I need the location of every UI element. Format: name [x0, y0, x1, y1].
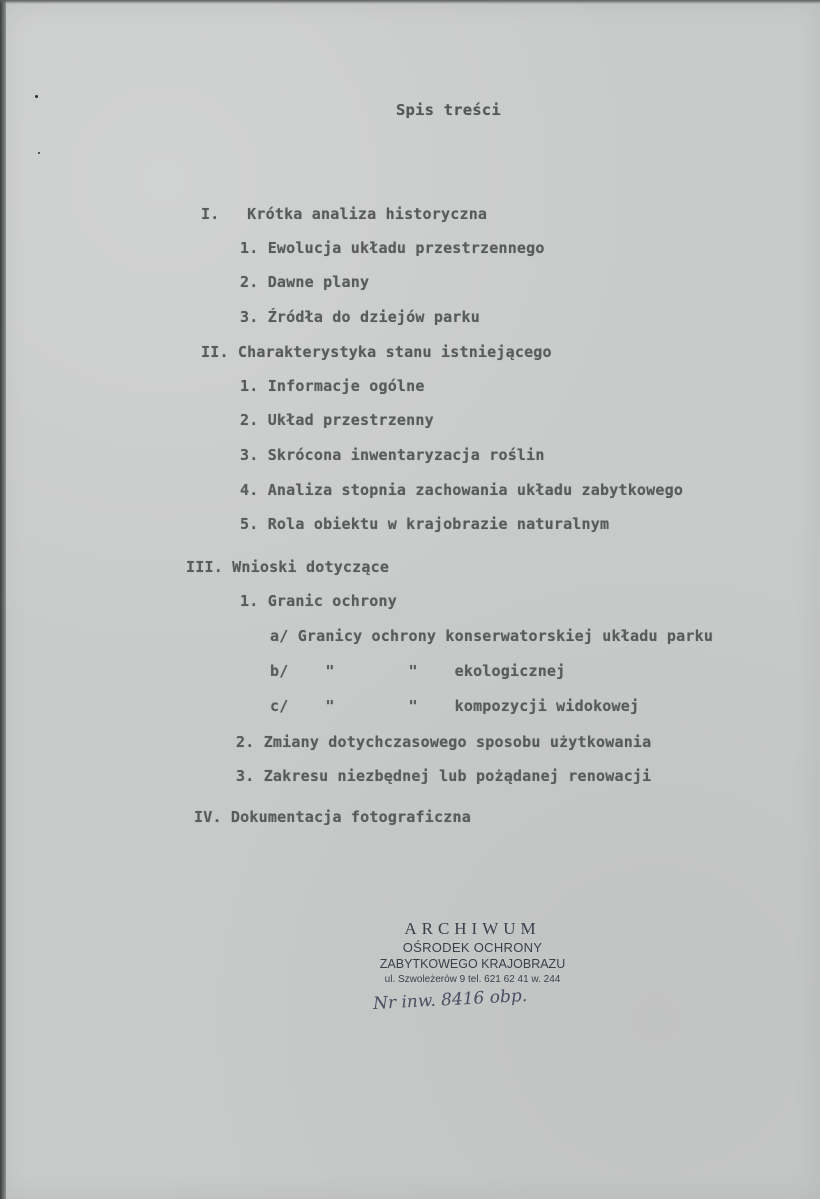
toc-section-4: IV. Dokumentacja fotograficzna [194, 808, 471, 826]
stamp-institution-line2: ZABYTKOWEGO KRAJOBRAZU [379, 957, 566, 971]
toc-section-1: I. Krótka analiza historyczna [201, 205, 488, 223]
archive-stamp [365, 918, 580, 986]
stamp-address: ul. Szwoleżerów 9 tel. 621 62 41 w. 244 [384, 974, 561, 985]
paper-speck [38, 152, 40, 154]
page-left-edge [0, 0, 6, 1199]
toc-item-1-1: 1. Ewolucja układu przestrzennego [240, 239, 545, 257]
toc-item-3-2: 2. Zmiany dotychczasowego sposobu użytkowania [236, 733, 652, 751]
toc-item-3-1: 1. Granic ochrony [240, 592, 397, 610]
toc-subitem-3-1-c: c/ " " kompozycji widokowej [270, 697, 640, 715]
toc-section-3: III. Wnioski dotyczące [186, 558, 390, 576]
paper-speck [35, 95, 38, 98]
toc-subitem-3-1-a: a/ Granicy ochrony konserwatorskiej układu parku [270, 627, 714, 645]
page-top-edge [0, 0, 820, 4]
toc-subitem-3-1-b: b/ " " ekologicznej [270, 662, 566, 680]
toc-item-3-3: 3. Zakresu niezbędnej lub pożądanej renowacji [236, 767, 652, 785]
toc-item-2-2: 2. Układ przestrzenny [240, 411, 434, 429]
toc-item-2-3: 3. Skrócona inwentaryzacja roślin [240, 446, 545, 464]
stamp-institution-line1: OŚRODEK OCHRONY [402, 940, 543, 955]
toc-section-2: II. Charakterystyka stanu istniejącego [201, 343, 552, 361]
toc-item-2-4: 4. Analiza stopnia zachowania układu zabytkowego [240, 481, 684, 499]
toc-item-1-2: 2. Dawne plany [240, 273, 370, 291]
stamp-archive-label: ARCHIWUM [404, 919, 541, 938]
handwritten-inventory-number: Nr inw. 8416 obp. [372, 985, 528, 1015]
toc-item-2-1: 1. Informacje ogólne [240, 377, 425, 395]
toc-item-1-3: 3. Źródła do dziejów parku [240, 308, 480, 326]
toc-item-2-5: 5. Rola obiektu w krajobrazie naturalnym [240, 515, 610, 533]
page-title: Spis treści [396, 101, 501, 119]
